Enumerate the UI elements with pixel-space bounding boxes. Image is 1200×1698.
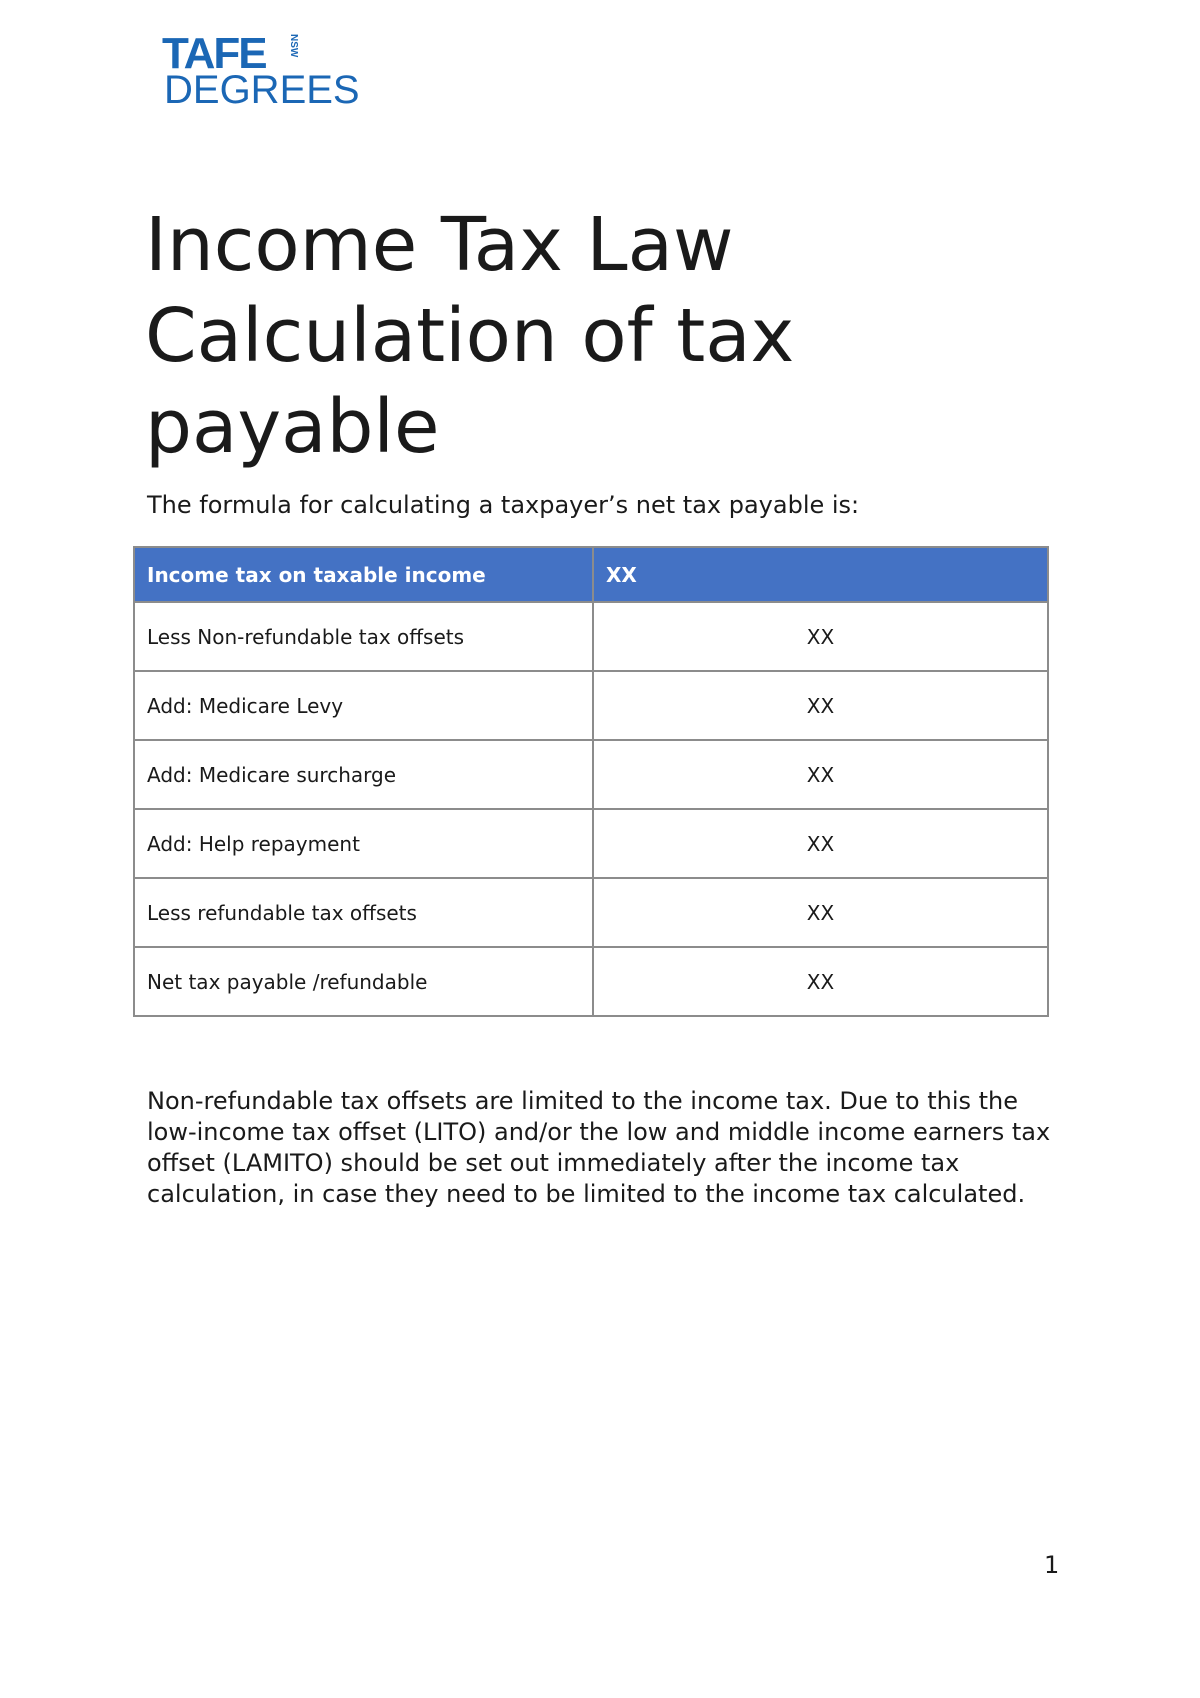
page-number: 1 xyxy=(1044,1551,1060,1579)
table-row-value: XX xyxy=(593,947,1048,1016)
table-row-label: Less refundable tax offsets xyxy=(134,878,593,947)
title-line-2: Calculation of tax xyxy=(145,293,795,379)
tax-formula-table xyxy=(133,546,1049,1017)
title-line-3: payable xyxy=(145,384,440,470)
table-row-value: XX xyxy=(593,809,1048,878)
table-header-row xyxy=(134,547,1048,602)
intro-text: The formula for calculating a taxpayer’s net tax payable is: xyxy=(147,491,860,519)
table-row-value: XX xyxy=(593,602,1048,671)
table-header-label: Income tax on taxable income xyxy=(134,547,593,602)
tafe-degrees-logo xyxy=(162,29,372,112)
table-row xyxy=(134,740,1048,809)
table-row-label: Add: Medicare Levy xyxy=(134,671,593,740)
table-header-value: XX xyxy=(593,547,1048,602)
page-title xyxy=(145,200,794,473)
table-row-value: XX xyxy=(593,878,1048,947)
logo-degrees-text: DEGREES xyxy=(164,68,360,112)
table-row-label: Add: Medicare surcharge xyxy=(134,740,593,809)
table-row-value: XX xyxy=(593,740,1048,809)
table-row-value: XX xyxy=(593,671,1048,740)
table-row xyxy=(134,947,1048,1016)
table-row xyxy=(134,809,1048,878)
table-row xyxy=(134,878,1048,947)
logo-nsw-text: NSW xyxy=(288,34,299,58)
table-row xyxy=(134,602,1048,671)
table-row-label: Add: Help repayment xyxy=(134,809,593,878)
title-line-1: Income Tax Law xyxy=(145,202,734,288)
table-row-label: Net tax payable /refundable xyxy=(134,947,593,1016)
table-row xyxy=(134,671,1048,740)
logo-tafe-text: TAFE xyxy=(162,29,266,78)
table-row-label: Less Non-refundable tax offsets xyxy=(134,602,593,671)
offset-note-paragraph: Non-refundable tax offsets are limited to the income tax. Due to this the low-income tax offset (LITO) and/or the low and middle income earners tax offset (LAMITO) should be set out immediately after the income tax calculation, in case they need to be limited to the income tax calculated. xyxy=(147,1087,1051,1208)
